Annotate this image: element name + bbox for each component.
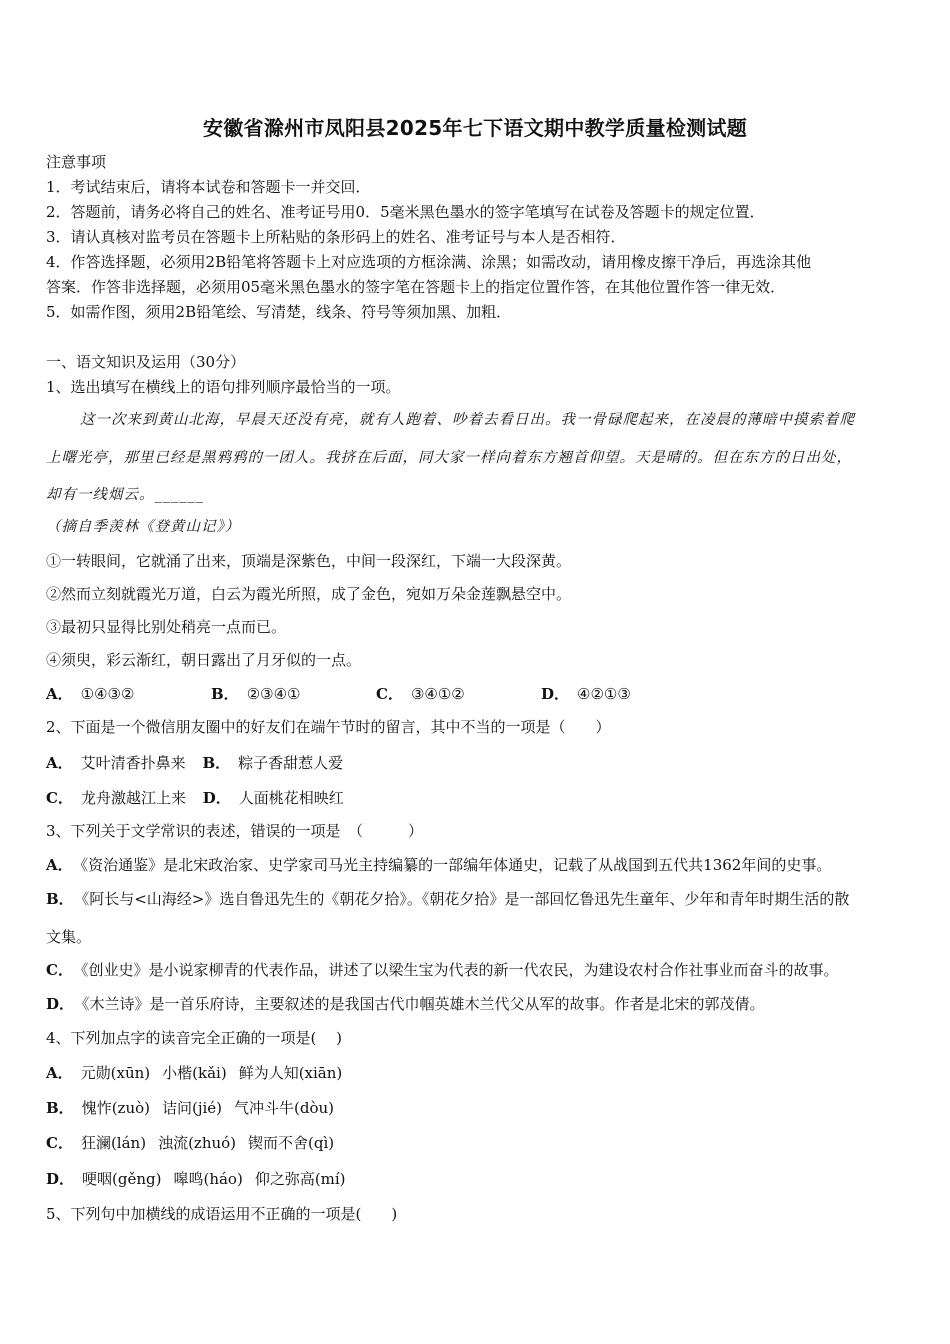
option-letter: C．: [376, 685, 403, 703]
q3-option-a[interactable]: [46, 855, 831, 875]
option-text: 《阿长与<山海经>》选自鲁迅先生的《朝花夕拾》。《朝花夕拾》是一部回忆鲁迅先生童年、少年和青年时期生活的散: [81, 890, 850, 908]
option-text: 嗥鸣(háo): [173, 1170, 243, 1188]
question-5-stem: 5、下列句中加横线的成语运用不正确的一项是( ): [46, 1205, 398, 1223]
option-text: 气冲斗牛(dòu): [234, 1099, 335, 1117]
option-letter: B．: [202, 754, 231, 772]
notice-item: 3．请认真核对监考员在答题卡上所粘贴的条形码上的姓名、准考证号与本人是否相符．: [46, 228, 626, 246]
option-text: 龙舟激越江上来: [80, 789, 186, 807]
q3-option-b[interactable]: [46, 889, 849, 909]
notice-heading: 注意事项: [46, 153, 107, 171]
sentence-item: ②然而立刻就霞光万道，白云为霞光所照，成了金色，宛如万朵金莲飘悬空中。: [46, 585, 572, 603]
option-letter: A．: [46, 856, 73, 874]
q4-option-a[interactable]: [46, 1063, 342, 1083]
option-text: 狂澜(lán): [80, 1134, 147, 1152]
option-text: 哽咽(gěng): [82, 1170, 162, 1188]
q2-option-c[interactable]: [46, 789, 186, 807]
option-text: 小楷(kǎi): [162, 1064, 227, 1082]
q1-option-b[interactable]: [211, 684, 300, 704]
section-heading: 一、语文知识及运用（30分）: [46, 353, 246, 371]
notice-item: 4．作答选择题，必须用2B铅笔将答题卡上对应选项的方框涂满、涂黑；如需改动，请用橡皮擦干净后，再选涂其他: [46, 253, 812, 271]
option-letter: D．: [202, 789, 231, 807]
option-letter: B．: [46, 1099, 74, 1117]
q2-option-d[interactable]: [203, 789, 344, 807]
q1-option-a[interactable]: [46, 684, 134, 704]
q1-option-d[interactable]: [541, 684, 631, 704]
option-text: 《资治通鉴》是北宋政治家、史学家司马光主持编纂的一部编年体通史，记载了从战国到五代共1362年间的史事。: [80, 856, 832, 874]
question-4-stem: 4、下列加点字的读音完全正确的一项是( ): [46, 1029, 343, 1047]
question-1-stem: 1、选出填写在横线上的语句排列顺序最恰当的一项。: [46, 378, 401, 396]
option-text: ③④①②: [410, 685, 465, 703]
option-text: 诘问(jié): [162, 1099, 223, 1117]
option-letter: C．: [46, 1134, 73, 1152]
option-text: 愧怍(zuò): [81, 1099, 150, 1117]
question-3-stem: 3、下列关于文学常识的表述，错误的一项是 （ ）: [46, 822, 424, 840]
option-letter: D．: [46, 1170, 75, 1188]
option-text: 锲而不舍(qì): [248, 1134, 335, 1152]
option-letter: D．: [46, 995, 75, 1013]
option-letter: A．: [46, 685, 73, 703]
option-letter: B．: [46, 890, 74, 908]
notice-item: 答案．作答非选择题，必须用05毫米黑色墨水的签字笔在答题卡上的指定位置作答，在其他位置作答一律无效．: [46, 278, 786, 296]
option-text: ④②①③: [577, 685, 631, 703]
option-text: 仰之弥高(mí): [254, 1170, 346, 1188]
notice-item: 2．答题前，请务必将自己的姓名、准考证号用0．5毫米黑色墨水的签字笔填写在试卷及答题卡的规定位置．: [46, 203, 765, 221]
q2-options-row: [46, 753, 343, 773]
q4-option-c[interactable]: [46, 1133, 334, 1153]
sentence-item: ④须臾，彩云渐红，朝日露出了月牙似的一点。: [46, 651, 362, 669]
option-text: 粽子香甜惹人爱: [238, 754, 344, 772]
option-text: 元勋(xūn): [80, 1064, 151, 1082]
q4-option-b[interactable]: [46, 1098, 334, 1118]
passage-source: （摘自季羡林《登黄山记》）: [46, 519, 241, 535]
option-text: 《创业史》是小说家柳青的代表作品，讲述了以梁生宝为代表的新一代农民，为建设农村合作社事业而奋斗的故事。: [80, 961, 839, 979]
q2-option-a[interactable]: [46, 754, 186, 772]
question-2-stem: 2、下面是一个微信朋友圈中的好友们在端午节时的留言，其中不当的一项是（ ）: [46, 718, 611, 736]
option-letter: A．: [46, 754, 73, 772]
option-text: 鲜为人知(xiān): [238, 1064, 343, 1082]
passage-line: 这一次来到黄山北海，早晨天还没有亮，就有人跑着、吵着去看日出。我一骨碌爬起来，在凌晨的薄暗中摸索着爬: [80, 412, 855, 428]
passage-line: 却有一线烟云。______: [46, 487, 204, 503]
q2-options-row: [46, 788, 344, 808]
passage-line: 上曙光亭，那里已经是黑鸦鸦的一团人。我挤在后面，同大家一样向着东方翘首仰望。天是晴的。但在东方的日出处，: [46, 450, 852, 466]
option-text: 浊流(zhuó): [158, 1134, 237, 1152]
option-text: 《木兰诗》是一首乐府诗，主要叙述的是我国古代巾帼英雄木兰代父从军的故事。作者是北宋的郭茂倩。: [82, 995, 765, 1013]
q3-option-d[interactable]: [46, 994, 765, 1014]
option-letter: C．: [46, 961, 73, 979]
q2-option-b[interactable]: [202, 754, 343, 772]
q1-option-c[interactable]: [376, 684, 465, 704]
option-text: 艾叶清香扑鼻来: [80, 754, 186, 772]
page-title: 安徽省滁州市凤阳县2025年七下语文期中教学质量检测试题: [202, 116, 748, 140]
option-letter: C．: [46, 789, 73, 807]
option-text: 人面桃花相映红: [238, 789, 344, 807]
q3-option-b-continued: 文集。: [46, 928, 92, 946]
notice-item: 1．考试结束后，请将本试卷和答题卡一并交回．: [46, 178, 371, 196]
sentence-item: ①一转眼间，它就涌了出来，顶端是深紫色，中间一段深红，下端一大段深黄。: [46, 552, 572, 570]
q4-option-d[interactable]: [46, 1169, 346, 1189]
option-text: ①④③②: [80, 685, 135, 703]
q3-option-c[interactable]: [46, 960, 838, 980]
notice-item: 5．如需作图，须用2B铅笔绘、写清楚，线条、符号等须加黑、加粗．: [46, 303, 512, 321]
option-letter: B．: [211, 685, 239, 703]
option-letter: D．: [541, 685, 570, 703]
option-text: ②③④①: [246, 685, 301, 703]
sentence-item: ③最初只显得比别处稍亮一点而已。: [46, 618, 287, 636]
option-letter: A．: [46, 1064, 73, 1082]
